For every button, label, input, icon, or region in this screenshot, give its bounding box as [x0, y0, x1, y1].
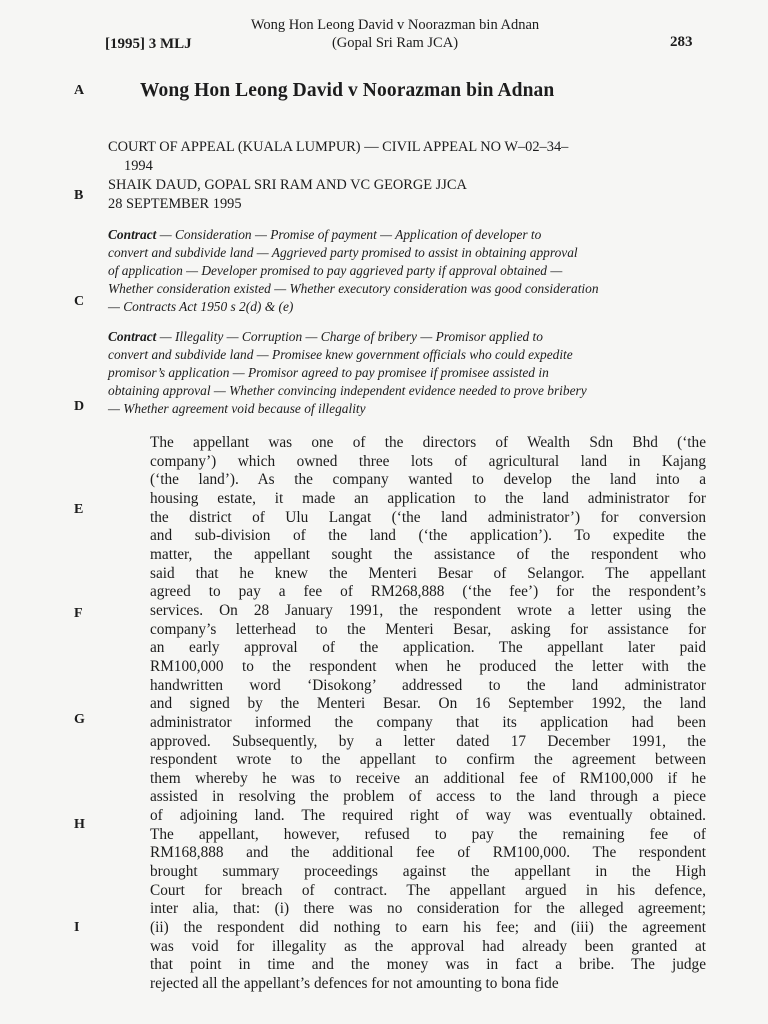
margin-letter-g: G	[74, 712, 85, 727]
headnote-line: rejected all the appellant’s defences for not amounting to bona fide	[150, 975, 559, 993]
headnote-line: said that he knew the Menteri Besar of Selangor. The appellant	[150, 564, 706, 582]
catchwords-lead: Contract	[108, 329, 157, 344]
headnote-line: assisted in resolving the problem of access to the land through a piece	[150, 788, 706, 806]
court-details	[108, 138, 708, 214]
headnote-paragraph	[150, 434, 706, 994]
headnote-line: was void for illegality as the approval had already been granted at	[150, 937, 706, 955]
running-title-line1: Wong Hon Leong David v Noorazman bin Adnan	[250, 17, 540, 33]
catchwords-line: — Consideration — Promise of payment — Application of developer to	[156, 227, 542, 242]
headnote-line: approved. Subsequently, by a letter dated 17 December 1991, the	[150, 732, 706, 750]
catchwords-line: — Whether agreement void because of illegality	[108, 401, 366, 417]
headnote-line: of adjoining land. The required right of way was eventually obtained.	[150, 807, 706, 825]
headnote-line: an early approval of the application. The appellant later paid	[150, 639, 706, 657]
headnote-line: company’s letterhead to the Menteri Besar, asking for assistance for	[150, 620, 706, 638]
headnote-line: the district of Ulu Langat (‘the land administrator’) for conversion	[150, 508, 706, 526]
headnote-line: matter, the appellant sought the assistance of the respondent who	[150, 545, 706, 563]
headnote-line: RM168,888 and the additional fee of RM100,000. The respondent	[150, 844, 706, 862]
headnote-line: handwritten word ‘Disokong’ addressed to the land administrator	[150, 676, 706, 694]
margin-letter-e: E	[74, 502, 84, 517]
headnote-line: and signed by the Menteri Besar. On 16 September 1992, the land	[150, 695, 706, 713]
running-title	[250, 16, 540, 52]
headnote-line: them whereby he was to receive an additional fee of RM100,000 if he	[150, 769, 706, 787]
catchwords-line: convert and subdivide land — Promisee knew government officials who could expedite	[108, 347, 573, 363]
case-title: Wong Hon Leong David v Noorazman bin Adnan	[140, 80, 555, 101]
catchwords-line: convert and subdivide land — Aggrieved party promised to assist in obtaining approval	[108, 245, 578, 261]
margin-letter-b: B	[74, 188, 84, 203]
headnote-line: brought summary proceedings against the appellant in the High	[150, 863, 706, 881]
margin-letter-f: F	[74, 606, 83, 621]
catchwords-line: — Illegality — Corruption — Charge of bribery — Promisor applied to	[156, 329, 543, 344]
headnote-line: Court for breach of contract. The appellant argued in his defence,	[150, 881, 706, 899]
catchwords-lead: Contract	[108, 227, 157, 242]
headnote-line: inter alia, that: (i) there was no consideration for the alleged agreement;	[150, 900, 706, 918]
headnote-line: that point in time and the money was in fact a bribe. The judge	[150, 956, 706, 974]
headnote-line: (ii) the respondent did nothing to earn his fee; and (iii) the agreement	[150, 919, 706, 937]
judges-line: SHAIK DAUD, GOPAL SRI RAM AND VC GEORGE JJCA	[108, 177, 467, 193]
catchwords-line: promisor’s application — Promisor agreed to pay promisee if promisee assisted in	[108, 365, 549, 381]
headnote-line: RM100,000 to the respondent when he produced the letter with the	[150, 657, 706, 675]
headnote-line: services. On 28 January 1991, the respondent wrote a letter using the	[150, 601, 706, 619]
margin-letter-h: H	[74, 817, 85, 832]
catchwords-2	[108, 328, 708, 418]
headnote-line: administrator informed the company that its application had been	[150, 713, 706, 731]
headnote-line: respondent wrote to the appellant to confirm the agreement between	[150, 751, 706, 769]
catchwords-line: — Contracts Act 1950 s 2(d) & (e)	[108, 299, 294, 315]
page-number: 283	[670, 34, 693, 50]
margin-letter-d: D	[74, 399, 85, 414]
headnote-line: agreed to pay a fee of RM268,888 (‘the fee’) for the respondent’s	[150, 583, 706, 601]
margin-letter-i: I	[74, 920, 80, 935]
catchwords-1	[108, 226, 708, 316]
headnote-line: (‘the land’). As the company wanted to develop the land into a	[150, 471, 706, 489]
court-line: COURT OF APPEAL (KUALA LUMPUR) — CIVIL APPEAL NO W–02–34–	[108, 139, 569, 155]
catchwords-line: Whether consideration existed — Whether executory consideration was good consideration	[108, 281, 599, 297]
catchwords-line: obtaining approval — Whether convincing independent evidence needed to prove bribery	[108, 383, 587, 399]
catchwords-line: of application — Developer promised to pay aggrieved party if approval obtained —	[108, 263, 563, 279]
headnote-line: The appellant was one of the directors of Wealth Sdn Bhd (‘the	[150, 434, 706, 451]
headnote-line: and sub-division of the land (‘the application’). To expedite the	[150, 527, 706, 545]
citation: [1995] 3 MLJ	[105, 36, 192, 52]
headnote-line: housing estate, it made an application to the land administrator for	[150, 489, 706, 507]
headnote-line: The appellant, however, refused to pay the remaining fee of	[150, 825, 706, 843]
margin-letter-a: A	[74, 83, 85, 98]
court-line-cont: 1994	[124, 158, 153, 174]
headnote-line: company’) which owned three lots of agricultural land in Kajang	[150, 452, 706, 470]
margin-letter-c: C	[74, 294, 85, 309]
decision-date: 28 SEPTEMBER 1995	[108, 196, 242, 212]
running-title-line2: (Gopal Sri Ram JCA)	[331, 35, 459, 51]
